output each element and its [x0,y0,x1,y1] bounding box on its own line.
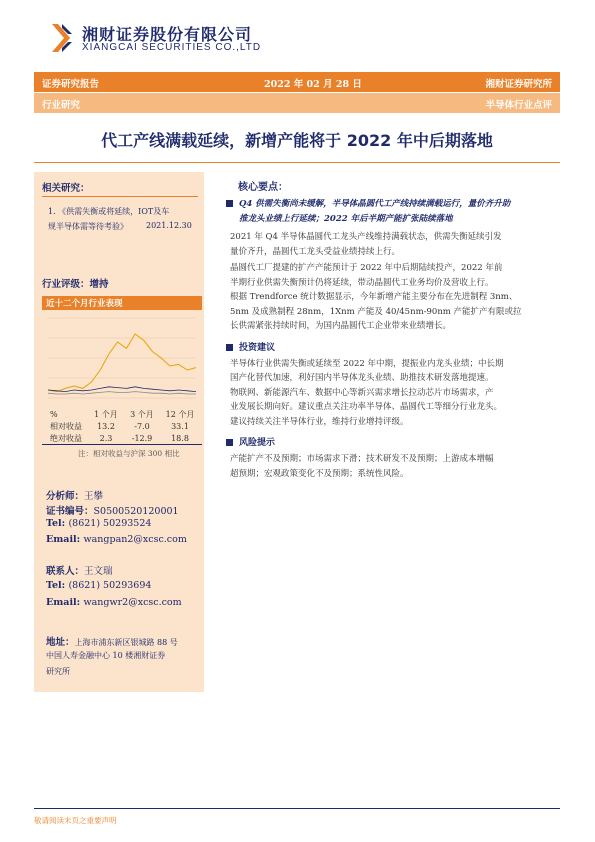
company-logo-icon [50,22,74,54]
footer-divider [34,808,560,809]
table-cell: -12.9 [131,433,153,443]
company-name-cn: 湘财证券股份有限公司 [82,25,253,44]
risk-section-title: 风险提示 [226,435,560,448]
analyst-tel-row [46,518,151,529]
industry-rating: 行业评级：增持 [42,279,109,290]
bullet-icon [226,200,233,207]
paragraph-line: 根据 Trendforce 统计数据显示，今年新增产能主要分布在先进制程 3nm、 [230,292,518,302]
institute-name: 湘财证券研究所 [485,79,552,90]
performance-chart [42,312,202,404]
table-bottom-rule [42,444,202,445]
key-point-lead-1: Q4 供需失衡尚未缓解，半导体晶圆代工产线持续满载运行，量价齐升助 [226,197,560,212]
address-row [46,634,178,648]
related-item-line1[interactable]: 1. 《供需失衡或将延续，IOT及车 [48,207,170,216]
table-header-cell: 1 个月 [94,409,118,419]
table-row [50,420,200,432]
title-divider [34,162,560,163]
paragraph-line: 半导体行业供需失衡或延续至 2022 年中期，提振业内龙头业绩；中长期 [230,358,504,369]
email-label: Email: [46,597,81,608]
bullet-icon [226,439,233,446]
table-cell: 绝对收益 [50,433,82,443]
cert-row [46,503,179,517]
analyst-label: 分析师： [46,491,85,502]
sidebar-divider [42,196,198,197]
core-points-title: 核心要点： [238,182,288,193]
research-category: 行业研究 [42,100,81,111]
paragraph-line: 晶圆代工厂提建的扩产产能预计于 2022 年中后期陆续投产，2022 年前 [230,263,503,273]
contact-name: 王文瑞 [84,566,113,577]
address-line1: 上海市浦东新区银城路 88 号 [74,638,178,647]
address-label: 地址： [46,637,75,648]
paragraph-line: 建议持续关注半导体行业，维持行业增持评级。 [230,416,409,427]
footer-disclaimer[interactable]: 敬请阅读末页之重要声明 [34,816,117,825]
tel-label: Tel: [46,518,66,529]
contact-email-row [46,597,182,608]
table-cell: -7.0 [134,421,150,431]
tel-label: Tel: [46,580,66,591]
paragraph-line: 物联网、新能源汽车、数据中心等新兴需求增长拉动芯片市场需求，产 [230,387,494,398]
paragraph-line: 量价齐升，晶圆代工龙头受益业绩持续上行。 [230,246,401,257]
related-item-date: 2021.12.30 [146,221,192,230]
company-name-en: XIANGCAI SECURITIES CO.,LTD [82,42,262,53]
related-research-title: 相关研究： [42,183,90,194]
report-date: 2022 年 02 月 28 日 [264,79,362,90]
paragraph-line: 超预期；宏观政策变化不及预期；系统性风险。 [230,468,409,479]
paragraph-line: 2021 年 Q4 半导体晶圆代工龙头产线维持满载状态，供需失衡延续引发 [230,232,502,242]
table-cell: 33.1 [171,421,189,431]
performance-table [50,408,200,444]
bullet-icon [226,344,233,351]
analyst-tel: (8621) 50293524 [68,518,152,529]
contact-email[interactable]: wangwr2@xcsc.com [83,597,182,608]
paragraph-line: 业发展长期向好。建议重点关注功率半导体、晶圆代工等细分行业龙头。 [230,402,503,412]
email-label: Email: [46,534,81,545]
table-row [50,432,200,444]
table-cell: 2.3 [99,433,113,443]
address-line3: 研究所 [46,667,70,676]
table-header-cell: % [50,409,58,419]
paragraph-line: 产能扩产不及预期；市场需求下滑；技术研发不及预期；上游成本增幅 [230,454,494,464]
table-cell: 13.2 [97,421,115,431]
related-item-line2[interactable]: 规半导体需等待考验》 [48,222,128,231]
table-cell: 相对收益 [50,421,82,431]
cert-label: 证书编号： [46,506,94,517]
cert-number: S0500520120001 [93,506,179,517]
key-point-lead-2: 推龙头业绩上行延续；2022 年后半期产能扩张陆续落地 [239,213,453,224]
contact-tel-row [46,580,151,591]
page-title: 代工产线满载延续，新增产能将于 2022 年中后期落地 [101,131,493,150]
contact-label: 联系人： [46,566,85,577]
analyst-row [46,488,103,502]
table-header-row [50,408,200,420]
analyst-email-row [46,534,187,545]
paragraph-line: 国产化替代加速，利好国内半导体龙头业绩、助推技术研发落地提速。 [230,373,494,383]
contact-row [46,563,113,577]
performance-chart-title: 近十二个月行业表现 [42,296,202,310]
contact-tel: (8621) 50293694 [68,580,152,591]
table-header-cell: 12 个月 [165,409,195,419]
industry-comment: 半导体行业点评 [485,100,552,111]
header-band-primary [34,72,560,92]
chart-series-line [48,392,196,394]
invest-section-title: 投资建议 [226,340,560,353]
paragraph-line: 长供需紧张持续时间，为国内晶圆代工企业带来业绩增长。 [230,321,452,331]
header-band-secondary [34,93,560,113]
key-point [226,197,560,226]
paragraph-line: 半期行业供需失衡预计仍将延续，带动晶圆代工业务均价及营收上行。 [230,277,494,288]
address-line2: 中国人寿金融中心 10 楼湘财证券 [46,651,166,660]
paragraph-line: 5nm 及成熟制程 28nm，1Xnm 产能及 40/45nm-90nm 产能扩产有限或拉 [230,306,522,317]
report-type: 证券研究报告 [42,79,100,90]
table-header-cell: 3 个月 [130,409,154,419]
table-note: 注：相对收益与沪深 300 相比 [78,449,180,458]
main-content [226,172,560,481]
table-cell: 18.8 [171,433,189,443]
chart-series-line [48,334,196,392]
analyst-name: 王攀 [84,491,104,502]
analyst-email[interactable]: wangpan2@xcsc.com [83,534,187,545]
